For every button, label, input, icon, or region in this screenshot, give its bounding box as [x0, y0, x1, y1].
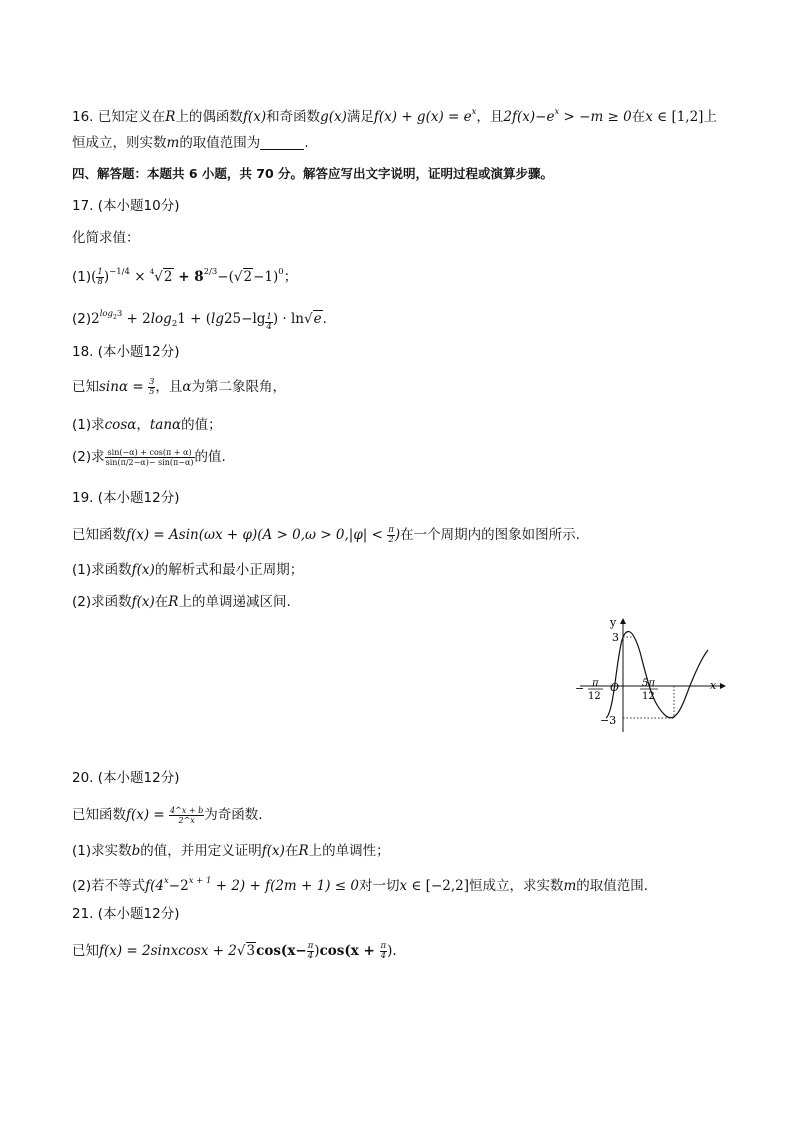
q20-part2: (2)若不等式$f(4^x-2^{x + 1} + 2) + f(2m + 1) \le 0$对一切x ∈ [−2,2]恒成立，求实数m的取值范围. — [72, 876, 649, 894]
x-axis-arrow — [720, 683, 726, 689]
origin-label: O — [610, 681, 620, 694]
section-heading: 四、解答题：本题共 6 小题，共 70 分。解答应写出文字说明，证明过程或演算步骤。 — [72, 166, 554, 181]
q20-line1: 已知函数f(x) = $\frac{4\^{}x + b}{2\^{}x}$ 为奇函数. — [72, 805, 263, 825]
q16-line2: 恒成立，则实数m的取值范围为 . — [72, 135, 309, 151]
q16-line1: 16. 已知定义在R上的偶函数f(x)和奇函数g(x)满足$f(x) + g(x) = e^x$，且$2f(x)-e^x > -m \ge 0$在x ∈ [1,2]上 — [72, 107, 717, 125]
q17-part1: (1)( $\frac{1}{8}$ )$^{-1/4} \times ^4√2 + 8^{2/3}-(√2-1)^0$； — [72, 266, 298, 287]
q19-part1: (1)求函数f(x)的解析式和最小正周期； — [72, 562, 304, 578]
q18-part2: (2)求 $\frac{\sin(-\alpha) + \cos(\pi + \alpha)}{\sin(\pi/2-\alpha)- \sin(\pi-\alpha)}$ 的值. — [72, 447, 226, 467]
q18-line1: 已知sinα = $\frac{3}{5}$ ，且α为第二象限角， — [72, 376, 287, 397]
y-axis-label: y — [610, 616, 617, 629]
fraction: $\frac{1}{4}$ — [266, 312, 272, 332]
fraction: $\frac{1}{8}$ — [97, 266, 103, 287]
fraction: $\frac{\sin(-\alpha) + \cos(\pi + \alpha)}{\sin(\pi/2-\alpha)- \sin(\pi-\alpha)}$ — [105, 447, 194, 467]
fraction: $\frac{3}{5}$ — [148, 376, 155, 397]
q19-line1: 已知函数f(x) = Asin(ωx + φ)(A > 0,ω > 0,|φ| < $\frac{\pi}{2}$ )在一个周期内的图象如图所示. — [72, 524, 580, 545]
fraction: $\frac{\pi}{4}$ — [380, 940, 387, 961]
sine-graph — [570, 612, 750, 742]
fraction: $\frac{4\^{}x + b}{2\^{}x}$ — [170, 805, 204, 825]
q20-title: 20. (本小题12分) — [72, 770, 180, 786]
right-tick-num: 5π — [642, 678, 655, 689]
q17-intro: 化简求值： — [72, 230, 140, 246]
q17-part2: $(2)2^{log23} + 2\log_21 + (\lg 25-\lg$ $\frac{1}{4}$ ) · ln√e. — [72, 309, 327, 332]
left-tick-den: 12 — [588, 691, 601, 702]
q18-part1: (1)求cosα，tanα的值； — [72, 417, 222, 433]
y-min-label: −3 — [600, 714, 617, 727]
q16-text: 16. 已知定义在 — [72, 109, 166, 125]
q17-title: 17. (本小题10分) — [72, 198, 180, 214]
q21-title: 21. (本小题12分) — [72, 906, 180, 922]
fraction: $\frac{\pi}{4}$ — [307, 940, 314, 961]
y-max-label: 3 — [612, 631, 619, 644]
answer-blank — [260, 135, 304, 150]
right-tick-den: 12 — [642, 691, 655, 702]
sine-curve — [606, 631, 708, 718]
left-tick-num: π — [592, 678, 599, 689]
y-axis-arrow — [620, 618, 626, 624]
q21-line1: 已知f(x) = 2sinxcosx + 2√3cos(x− $\frac{\pi}{4}$ )cos(x + $\frac{\pi}{4}$ ). — [72, 940, 397, 961]
x-axis-label: x — [710, 679, 717, 692]
q19-part2: (2)求函数f(x)在R上的单调递减区间. — [72, 594, 291, 610]
q18-title: 18. (本小题12分) — [72, 344, 180, 360]
left-tick-sign: − — [575, 682, 585, 695]
q19-title: 19. (本小题12分) — [72, 490, 180, 506]
fraction: $\frac{\pi}{2}$ — [388, 524, 394, 545]
q20-part1: (1)求实数b的值，并用定义证明f(x)在R上的单调性； — [72, 843, 390, 859]
